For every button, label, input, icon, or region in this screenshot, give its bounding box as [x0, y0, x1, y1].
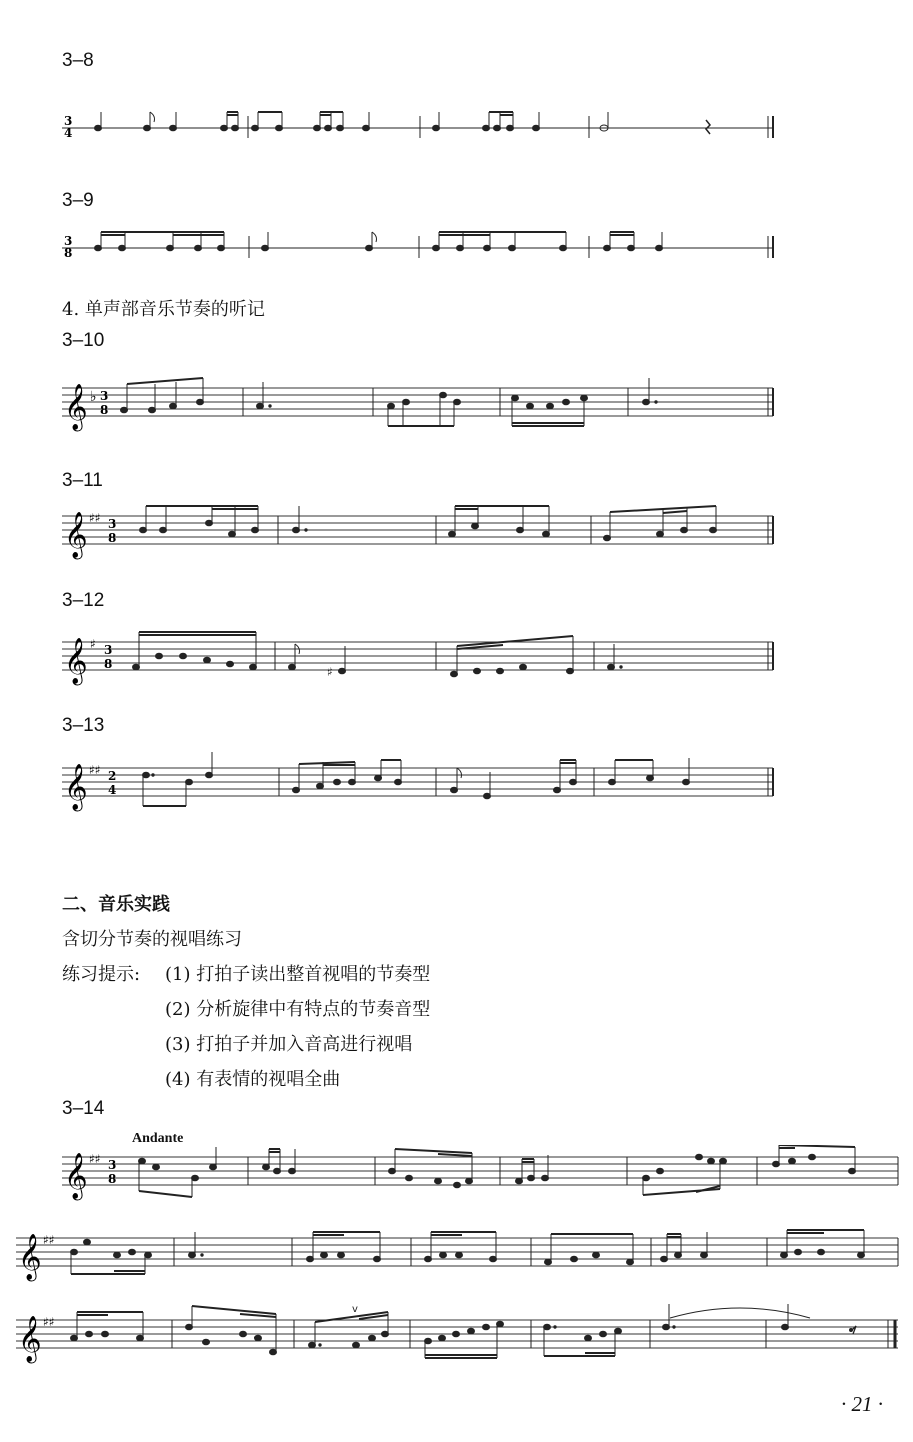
staff-3-13	[0, 750, 913, 820]
svg-text:3: 3	[104, 643, 113, 657]
staff-3-10	[0, 370, 913, 440]
staff-3-14-system-3	[0, 1302, 913, 1372]
tips-prefix: 练习提示:	[62, 964, 141, 985]
svg-text:4: 4	[108, 783, 117, 797]
staff-3-14-system-2	[0, 1222, 913, 1292]
exercise-label-3-9: 3–9	[62, 190, 94, 211]
tip-2: (2) 分析旋律中有特点的节奏音型	[165, 999, 431, 1020]
treble-clef-icon: 𝄞	[64, 384, 88, 430]
svg-text:8: 8	[108, 1172, 117, 1186]
treble-clef-icon: 𝄞	[64, 1153, 88, 1199]
svg-text:♯♯: ♯♯	[43, 1233, 55, 1247]
tip-3: (3) 打拍子并加入音高进行视唱	[165, 1034, 413, 1055]
section4-heading: 4. 单声部音乐节奏的听记	[62, 299, 265, 320]
svg-text:3: 3	[108, 517, 117, 531]
svg-text:2: 2	[108, 769, 117, 783]
time-sig-bottom: 8	[64, 246, 73, 260]
tip-4: (4) 有表情的视唱全曲	[165, 1069, 341, 1090]
staff-3-12	[0, 624, 913, 694]
treble-clef-icon: 𝄞	[64, 512, 88, 558]
exercise-label-3-13: 3–13	[62, 715, 105, 736]
svg-text:♯♯: ♯♯	[43, 1315, 55, 1329]
exercise-label-3-14: 3–14	[62, 1098, 105, 1119]
treble-clef-icon: 𝄞	[18, 1234, 42, 1280]
svg-text:♯♯: ♯♯	[89, 763, 101, 777]
rhythm-staff-3-9	[0, 220, 913, 280]
time-sig-top: 3	[64, 114, 73, 128]
svg-text:v: v	[352, 1304, 358, 1315]
staff-3-14-system-1	[0, 1145, 913, 1215]
svg-text:8: 8	[100, 403, 109, 417]
exercise-label-3-11: 3–11	[62, 470, 103, 491]
treble-clef-icon: 𝄞	[64, 638, 88, 684]
svg-text:3: 3	[100, 389, 109, 403]
staff-3-11	[0, 498, 913, 568]
section2-heading: 二、音乐实践	[62, 894, 170, 915]
svg-text:3: 3	[108, 1158, 117, 1172]
rhythm-staff-3-8	[0, 100, 913, 160]
svg-text:♯: ♯	[327, 665, 333, 679]
exercise-label-3-10: 3–10	[62, 330, 105, 351]
tempo-mark: Andante	[132, 1131, 184, 1146]
treble-clef-icon: 𝄞	[18, 1316, 42, 1362]
exercise-label-3-12: 3–12	[62, 590, 105, 611]
subheading: 含切分节奏的视唱练习	[62, 929, 242, 950]
time-sig-bottom: 4	[64, 126, 73, 140]
svg-text:♯: ♯	[90, 637, 96, 651]
svg-text:8: 8	[108, 531, 117, 545]
svg-text:8: 8	[104, 657, 113, 671]
svg-text:♯♯: ♯♯	[89, 511, 101, 525]
exercise-label-3-8: 3–8	[62, 50, 94, 71]
page-number: · 21 ·	[841, 1392, 883, 1416]
svg-text:♭: ♭	[90, 389, 97, 405]
svg-text:♯♯: ♯♯	[89, 1152, 101, 1166]
time-sig-top: 3	[64, 234, 73, 248]
tip-1: (1) 打拍子读出整首视唱的节奏型	[165, 964, 431, 985]
treble-clef-icon: 𝄞	[64, 764, 88, 810]
